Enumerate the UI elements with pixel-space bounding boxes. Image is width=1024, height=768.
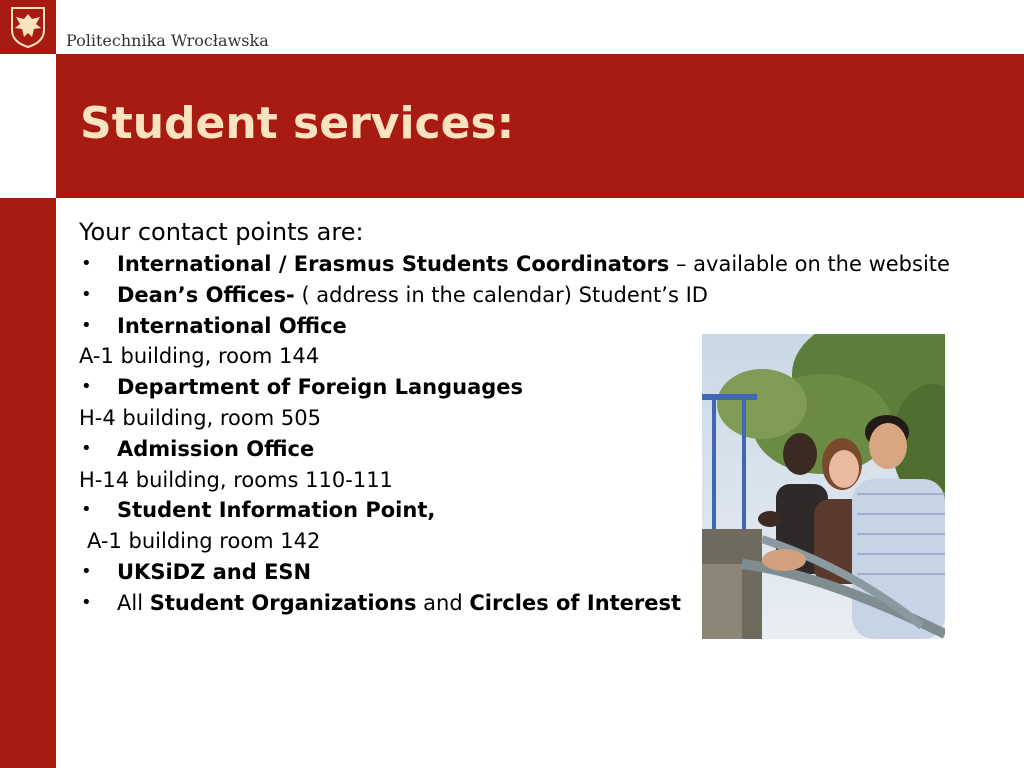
item-heading: UKSiDZ and ESN <box>117 559 312 584</box>
location-foreign-languages: H-4 building, room 505 <box>79 405 321 430</box>
location-information-point: A-1 building room 142 <box>87 529 321 554</box>
bullet-icon: • <box>81 499 92 521</box>
item-text: All <box>117 590 150 615</box>
location-admission-office: H-14 building, rooms 110-111 <box>79 467 393 492</box>
list-item-admission-office <box>79 434 719 465</box>
eagle-crest-icon <box>10 6 46 48</box>
item-heading: Department of Foreign Languages <box>117 375 524 400</box>
bullet-icon: • <box>81 437 92 459</box>
item-detail: ( address in the calendar) Student’s ID <box>294 282 708 307</box>
item-heading: International / Erasmus Students Coordinators <box>117 252 670 276</box>
intro-text: Your contact points are: <box>79 218 364 246</box>
item-detail: – available on the website <box>669 252 950 276</box>
location-international-office: A-1 building, room 144 <box>79 344 320 369</box>
list-item-international-office <box>79 311 719 342</box>
university-logo <box>0 0 56 54</box>
bullet-icon: • <box>81 253 92 274</box>
list-item-foreign-languages <box>79 372 719 403</box>
bullet-icon: • <box>81 591 92 613</box>
item-text: and <box>416 590 470 615</box>
content-area <box>79 215 950 619</box>
bullet-icon: • <box>81 283 92 305</box>
bullet-icon: • <box>81 314 92 336</box>
students-photo <box>702 334 945 639</box>
title-band <box>56 54 1024 198</box>
item-heading: International Office <box>117 313 347 338</box>
list-item-uksidz-esn <box>79 557 719 588</box>
university-name: Politechnika Wrocławska <box>66 31 269 50</box>
item-heading: Admission Office <box>117 436 315 461</box>
item-heading: Dean’s Offices- <box>117 282 295 307</box>
list-item-organizations <box>79 588 719 619</box>
item-heading: Student Organizations <box>149 590 417 615</box>
item-heading: Student Information Point, <box>117 498 436 523</box>
item-heading: Circles of Interest <box>469 590 682 615</box>
page-title: Student services: <box>80 98 515 149</box>
left-accent-bar <box>0 198 56 768</box>
list-item-information-point <box>79 495 719 526</box>
list-item-deans-offices <box>79 280 719 311</box>
bullet-icon: • <box>81 376 92 398</box>
bullet-icon: • <box>81 560 92 582</box>
list-item-coordinators <box>79 249 950 280</box>
